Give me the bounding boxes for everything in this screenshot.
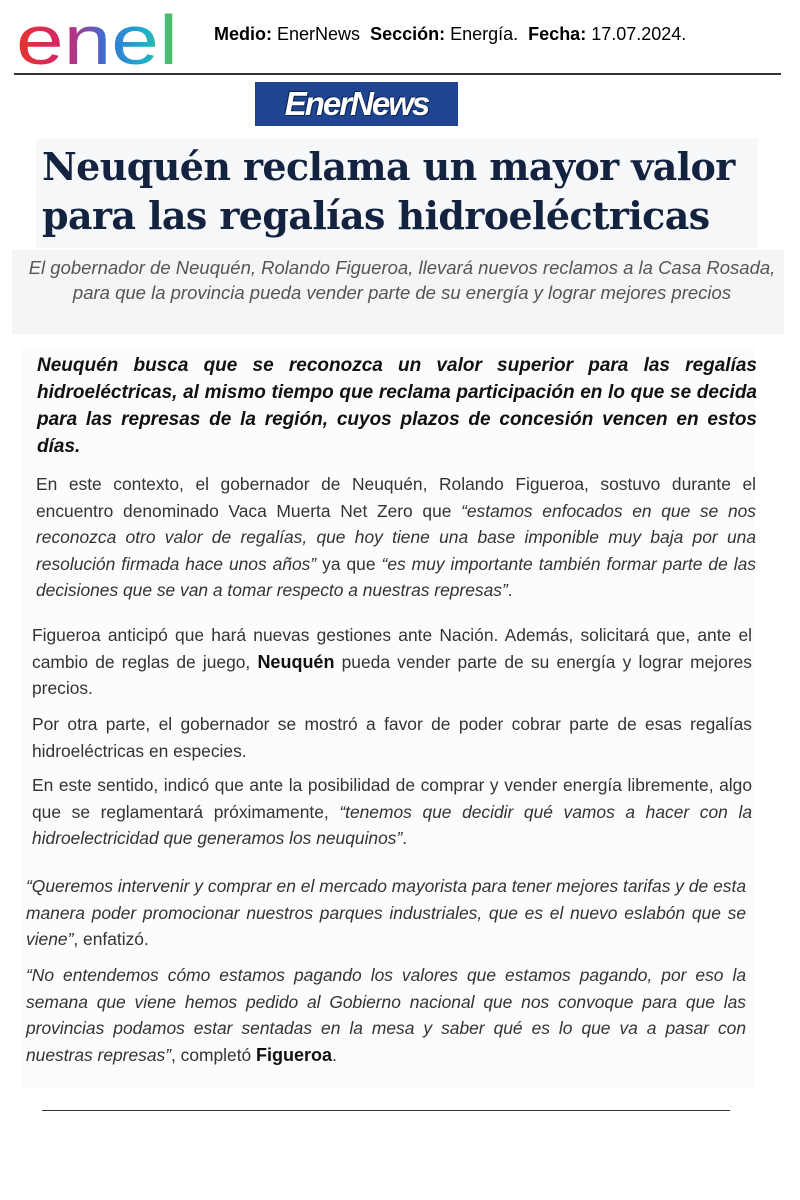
p6-bold-figueroa: Figueroa xyxy=(256,1044,333,1065)
p2-bold-neuquen: Neuquén xyxy=(257,651,335,672)
p2-text-a: Figueroa anticipó que hará nuevas gestiones ante Nación. Además, solicitará que, ante el cambio de reglas de juego, xyxy=(32,625,752,672)
p6-text-b: , completó xyxy=(170,1044,257,1065)
footer-divider xyxy=(42,1110,730,1111)
p5-text-b: , enfatizó. xyxy=(73,929,149,949)
article-headline: Neuquén reclama un mayor valor para las regalías hidroeléctricas xyxy=(42,144,735,238)
article-subheadline: El gobernador de Neuquén, Rolando Figueroa, llevará nuevos reclamos a la Casa Rosada, para que la provincia pueda vender parte de su energía y lograr mejores precios xyxy=(28,257,776,303)
medio-label: Medio: xyxy=(214,24,272,44)
p6-quote: “No entendemos cómo estamos pagando los valores que estamos pagando, por eso la semana que viene hemos pedido al Gobierno nacional que nos convoque para que las provincias podamos estar sentadas en la mesa y saber qué es lo que va a pasar con nuestras represas” xyxy=(26,965,746,1065)
header-divider xyxy=(14,73,781,75)
p6-text-d: . xyxy=(332,1044,337,1065)
p1-quote-2: “es muy importante también formar parte de las decisiones que se van a tomar respecto a nuestras represas” xyxy=(36,553,756,600)
paragraph-5 xyxy=(26,873,746,953)
p1-quote-1: “estamos enfocados en que se nos reconozca otro valor de regalías, que hoy tiene una base imponible muy baja por una resolución firmada hace unos años” xyxy=(36,500,756,574)
p2-text-c: pueda vender parte de su energía y lograr mejores precios. xyxy=(32,651,753,698)
p1-text-c: ya que xyxy=(316,553,382,574)
p5-quote: “Queremos intervenir y comprar en el mercado mayorista para tener mejores tarifas y de esta manera poder promocionar nuestros parques industriales, que es el nuevo eslabón que se viene” xyxy=(26,876,746,949)
paragraph-1 xyxy=(36,471,756,604)
medio-value: EnerNews xyxy=(277,24,361,44)
paragraph-4 xyxy=(32,772,752,852)
press-metadata xyxy=(214,24,686,45)
seccion-label: Sección: xyxy=(370,24,446,44)
p4-text-a: En este sentido, indicó que ante la posibilidad de comprar y vender energía libremente, algo que se reglamentará próximamente, xyxy=(32,775,752,822)
enernews-logo xyxy=(255,82,458,126)
p4-quote: “tenemos que decidir qué vamos a hacer con la hidroelectricidad que generamos los neuquinos” xyxy=(32,801,752,848)
paragraph-3: Por otra parte, el gobernador se mostró a favor de poder cobrar parte de esas regalías hidroeléctricas en especies. xyxy=(32,714,752,761)
logo-text: enel xyxy=(16,8,178,70)
p1-text-a: En este contexto, el gobernador de Neuquén, Rolando Figueroa, sostuvo durante el encuentro denominado Vaca Muerta Net Zero que xyxy=(36,474,756,521)
paragraph-6 xyxy=(26,962,746,1068)
fecha-label: Fecha: xyxy=(528,24,587,44)
fecha-value: 17.07.2024. xyxy=(591,24,687,44)
paragraph-2 xyxy=(32,622,752,702)
enernews-logo-text: EnerNews xyxy=(284,85,429,122)
p1-text-e: . xyxy=(507,580,513,600)
seccion-value: Energía. xyxy=(450,24,519,44)
article-lead: Neuquén busca que se reconozca un valor superior para las regalías hidroeléctricas, al mismo tiempo que reclama participación en lo que se decida para las represas de la región, cuyos plazos de concesión vencen en estos días. xyxy=(37,355,757,457)
enel-logo xyxy=(16,8,186,70)
p4-text-c: . xyxy=(402,828,408,848)
